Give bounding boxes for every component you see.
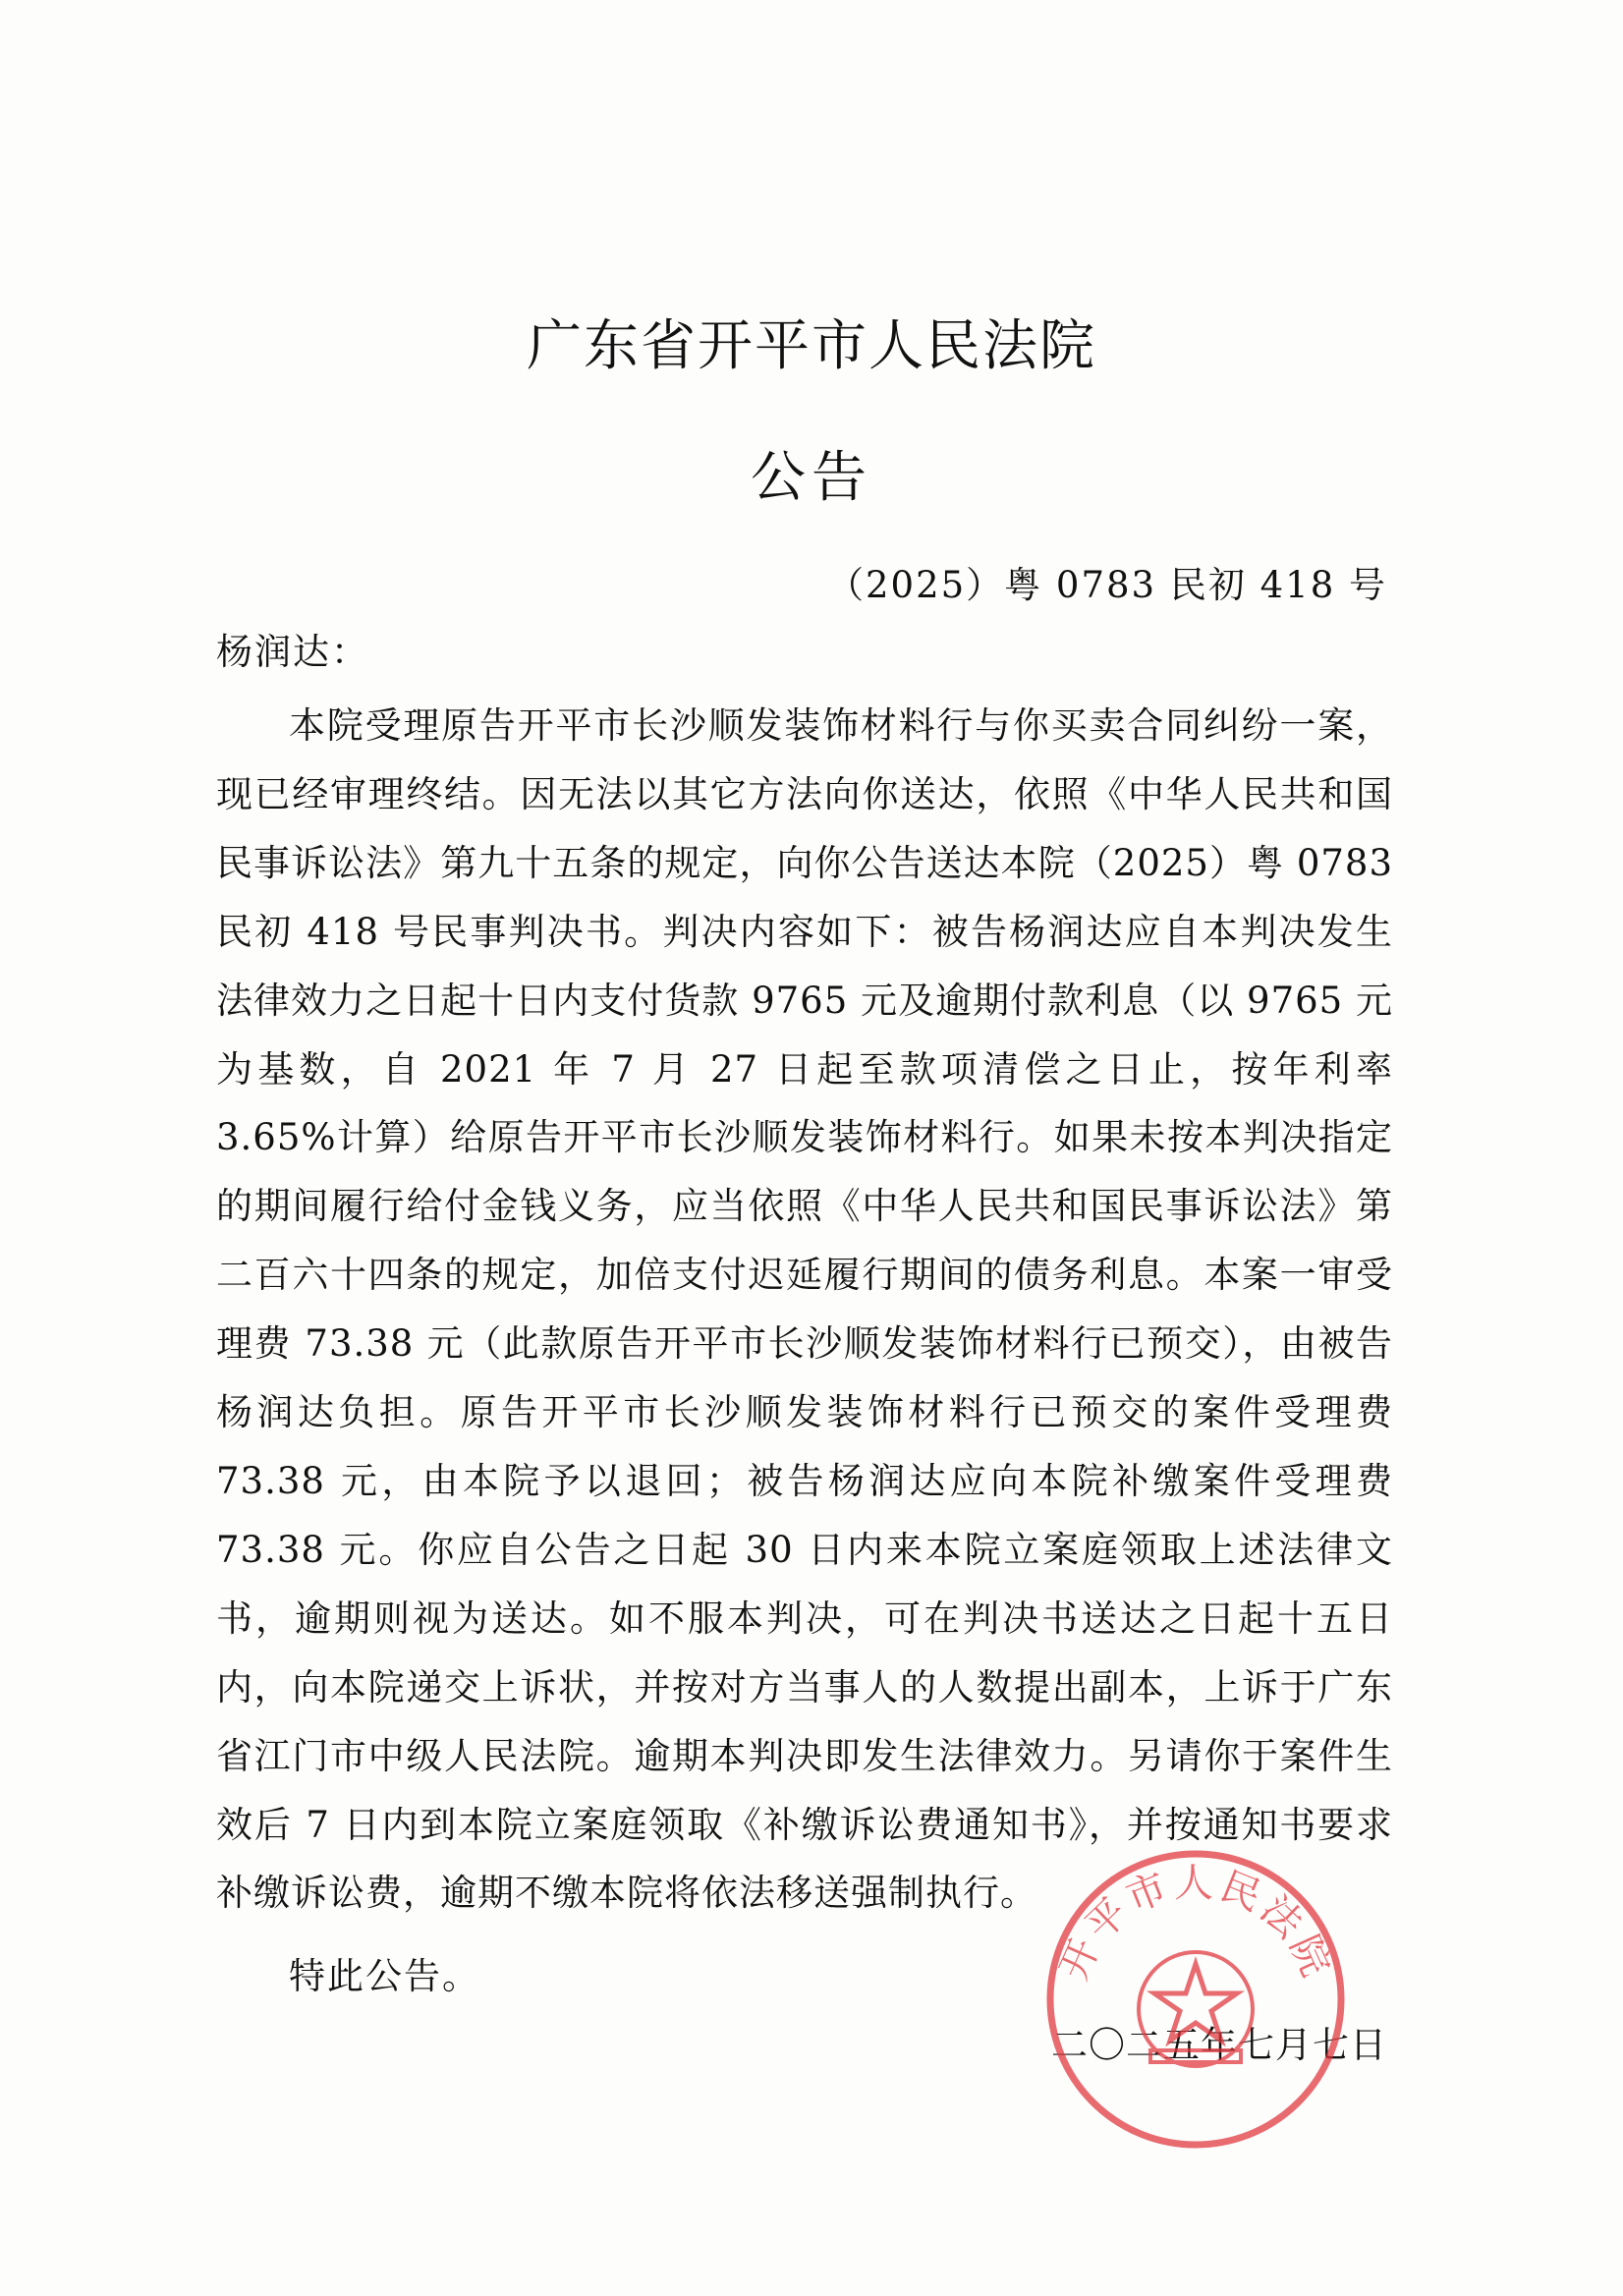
notice-body: 本院受理原告开平市长沙顺发装饰材料行与你买卖合同纠纷一案，现已经审理终结。因无法以其它方法向你送达，依照《中华人民共和国民事诉讼法》第九十五条的规定，向你公告送达本院（2025）粤 0783 民初 418 号民事判决书。判决内容如下：被告杨润达应自本判决发生法律效力之日起十日内支付货款 9765 元及逾期付款利息（以 9765 元为基数，自 2021 年 7 月 27 日起至款项清偿之日止，按年利率 3.65%计算）给原告开平市长沙顺发装饰材料行。如果未按本判决指定的期间履行给付金钱义务，应当依照《中华人民共和国民事诉讼法》第二百六十四条的规定，加倍支付迟延履行期间的债务利息。本案一审受理费 73.38 元（此款原告开平市长沙顺发装饰材料行已预交），由被告杨润达负担。原告开平市长沙顺发装饰材料行已预交的案件受理费 73.38 元，由本院予以退回；被告杨润达应向本院补缴案件受理费 73.38 元。你应自公告之日起 30 日内来本院立案庭领取上述法律文书，逾期则视为送达。如不服本判决，可在判决书送达之日起十五日内，向本院递交上诉状，并按对方当事人的人数提出副本，上诉于广东省江门市中级人民法院。逾期本判决即发生法律效力。另请你于案件生效后 7 日内到本院立案庭领取《补缴诉讼费通知书》，并按通知书要求补缴诉讼费，逾期不缴本院将依法移送强制执行。 xyxy=(216,704,1393,1915)
court-name-heading: 广东省开平市人民法院 xyxy=(527,314,1096,378)
court-seal-icon xyxy=(1043,1847,1348,2152)
closing-remark: 特此公告。 xyxy=(289,1955,480,1997)
addressee: 杨润达： xyxy=(216,631,369,673)
case-number: （2025）粤 0783 民初 418 号 xyxy=(827,564,1387,606)
court-seal-stamp xyxy=(1043,1847,1348,2152)
notice-title: 公告 xyxy=(751,446,872,510)
issue-date: 二〇二五年七月七日 xyxy=(1051,2024,1387,2066)
seal-text: 开平市人民法院 xyxy=(1051,1861,1340,1988)
